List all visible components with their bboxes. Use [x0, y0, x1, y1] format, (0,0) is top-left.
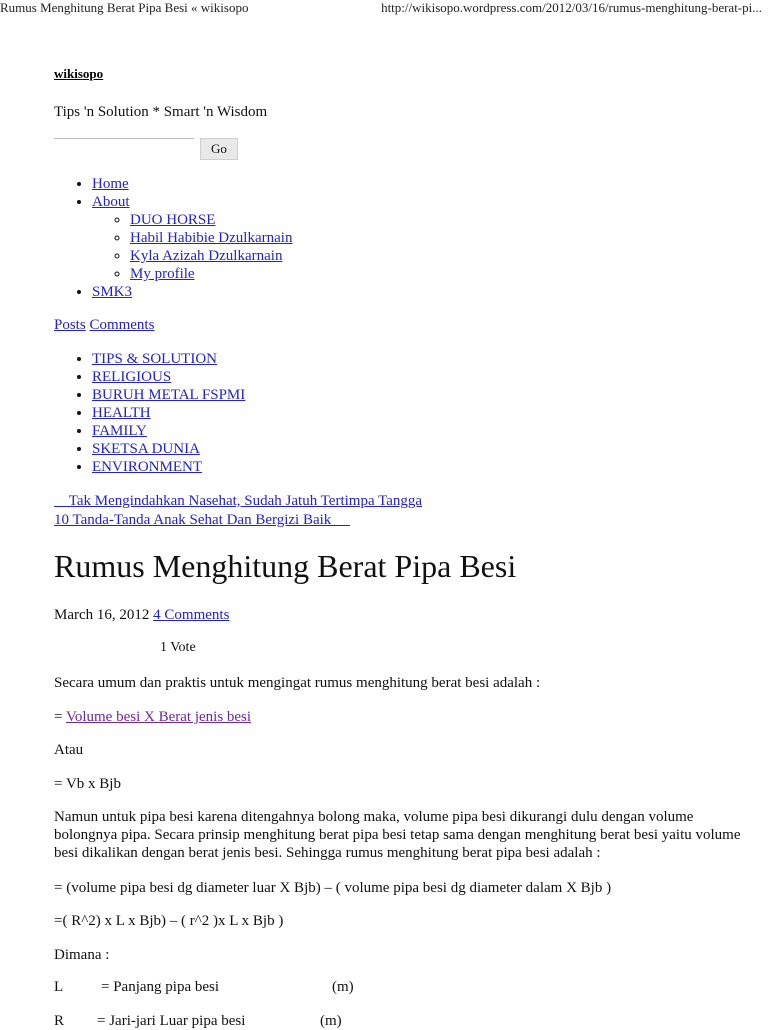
- formula-pipe-weight-symbolic: =( R^2) x L x Bjb) – ( r^2 )x L x Bjb ): [54, 913, 284, 929]
- formula-volume: [54, 708, 754, 726]
- submenu-link-kyla[interactable]: Kyla Azizah Dzulkarnain: [130, 248, 283, 264]
- browser-url: http://wikisopo.wordpress.com/2012/03/16/rumus-menghitung-berat-pi...: [381, 0, 762, 15]
- nav-link-about[interactable]: About: [92, 194, 130, 210]
- category-item: [92, 422, 245, 440]
- nav-link-smk3[interactable]: SMK3: [92, 284, 133, 300]
- site-tagline: Tips 'n Solution * Smart 'n Wisdom: [54, 104, 268, 120]
- post-meta: [54, 607, 229, 624]
- submenu-item: [130, 211, 292, 229]
- search-input[interactable]: [54, 138, 194, 157]
- submenu-item: [130, 247, 292, 265]
- formula-prefix: =: [54, 709, 63, 725]
- category-item: [92, 386, 245, 404]
- definition-unit: (m): [332, 979, 354, 995]
- category-link[interactable]: RELIGIOUS: [92, 369, 172, 385]
- next-post-link[interactable]: 10 Tanda-Tanda Anak Sehat Dan Bergizi Baik: [54, 512, 351, 528]
- nav-item-about: [92, 193, 292, 283]
- definition-symbol: R: [54, 1013, 65, 1029]
- about-submenu: [92, 211, 292, 283]
- volume-formula-link[interactable]: Volume besi X Berat jenis besi: [65, 709, 252, 725]
- site-title-link[interactable]: wikisopo: [54, 66, 104, 81]
- search-go-button[interactable]: Go: [200, 138, 238, 160]
- submenu-link-duo-horse[interactable]: DUO HORSE: [130, 212, 216, 228]
- formula-vb: = Vb x Bjb: [54, 776, 121, 792]
- submenu-link-my-profile[interactable]: My profile: [130, 266, 195, 282]
- nav-link-home[interactable]: Home: [92, 176, 129, 192]
- comments-count-link[interactable]: 4 Comments: [153, 607, 230, 623]
- definition-symbol: L: [54, 979, 64, 995]
- formula-pipe-weight: = (volume pipa besi dg diameter luar X Bjb) – ( volume pipa besi dg diameter dalam X Bjb ): [54, 880, 612, 896]
- paragraph-explanation: Namun untuk pipa besi karena ditengahnya bolong maka, volume pipa besi dikurangi dulu dengan volume bolongnya pipa. Secara prinsip menghitung berat pipa besi tetap sama dengan menghitung berat besi yaitu volume besi dikalikan dengan berat jenis besi. Sehingga rumus menghitung berat pipa besi adalah :: [54, 809, 741, 861]
- vote-count: 1 Vote: [160, 640, 196, 655]
- category-link[interactable]: SKETSA DUNIA: [92, 441, 200, 457]
- submenu-link-habil[interactable]: Habil Habibie Dzulkarnain: [130, 230, 293, 246]
- post-navigation: [54, 492, 422, 530]
- category-item: [92, 404, 245, 422]
- category-list: [92, 350, 245, 476]
- main-nav: [92, 175, 292, 301]
- category-link[interactable]: ENVIRONMENT: [92, 459, 202, 475]
- category-link[interactable]: FAMILY: [92, 423, 147, 439]
- nav-item-smk3: [92, 283, 292, 301]
- definition-description: = Jari-jari Luar pipa besi: [97, 1013, 246, 1029]
- text-atau: Atau: [54, 742, 84, 758]
- browser-page-title: Rumus Menghitung Berat Pipa Besi « wikisopo: [0, 0, 249, 15]
- paragraph-intro: Secara umum dan praktis untuk mengingat rumus menghitung berat besi adalah :: [54, 675, 541, 691]
- category-item: [92, 350, 245, 368]
- category-item: [92, 440, 245, 458]
- site-title: [54, 66, 103, 82]
- previous-post-link[interactable]: Tak Mengindahkan Nasehat, Sudah Jatuh Tertimpa Tangga: [54, 493, 423, 509]
- post-date: March 16, 2012: [54, 607, 150, 623]
- posts-feed-link[interactable]: Posts: [54, 317, 86, 333]
- category-item: [92, 458, 245, 476]
- category-link[interactable]: HEALTH: [92, 405, 151, 421]
- comments-feed-link[interactable]: Comments: [89, 317, 155, 333]
- category-link[interactable]: TIPS & SOLUTION: [92, 351, 218, 367]
- definition-unit: (m): [320, 1013, 342, 1029]
- nav-item-home: [92, 175, 292, 193]
- post-title: Rumus Menghitung Berat Pipa Besi: [54, 548, 517, 584]
- definition-description: = Panjang pipa besi: [101, 979, 220, 995]
- text-dimana: Dimana :: [54, 947, 110, 963]
- submenu-item: [130, 265, 292, 283]
- category-item: [92, 368, 245, 386]
- feed-links: [54, 317, 154, 334]
- category-link[interactable]: BURUH METAL FSPMI: [92, 387, 246, 403]
- submenu-item: [130, 229, 292, 247]
